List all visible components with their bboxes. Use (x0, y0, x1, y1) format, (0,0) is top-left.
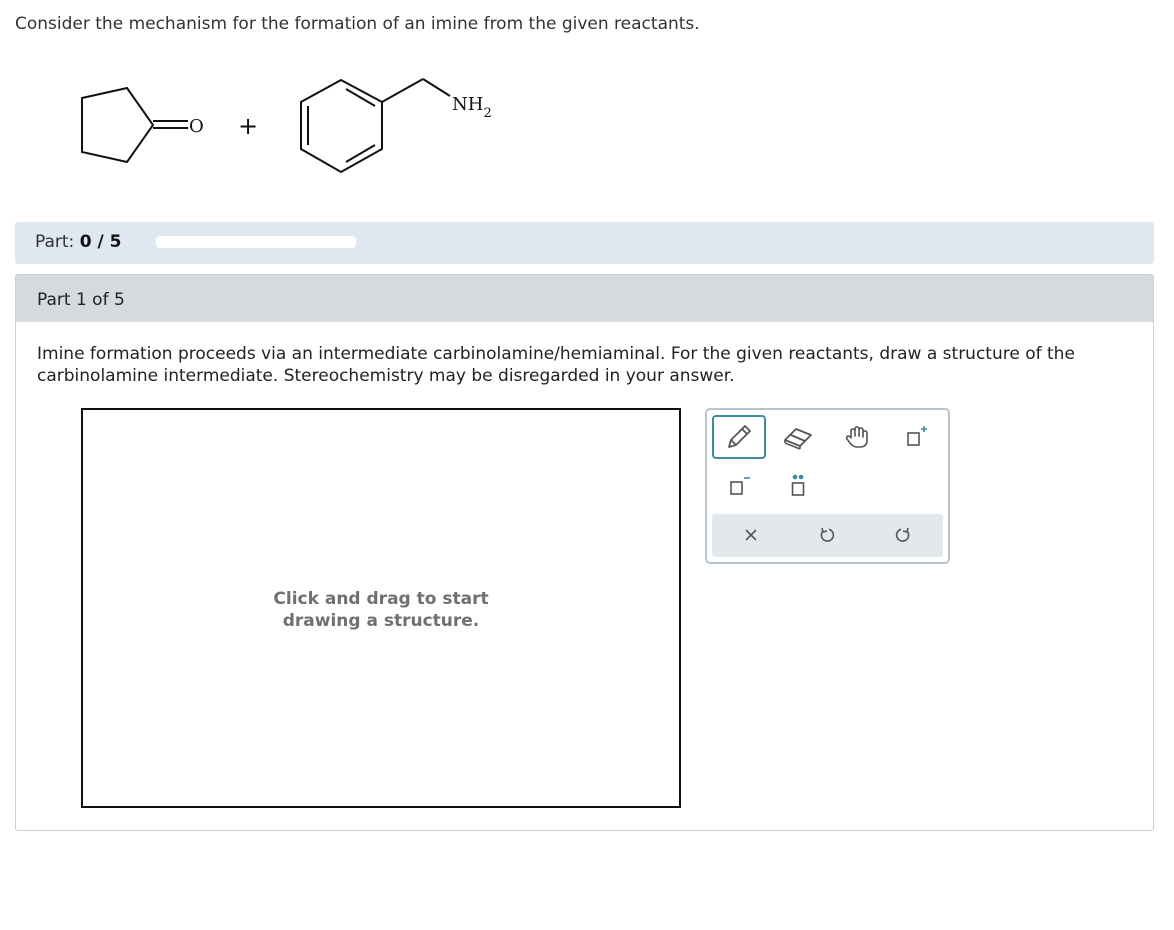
canvas-hint (83, 588, 679, 632)
part-progress-bar (15, 222, 1154, 264)
progress-prefix: Part: (35, 232, 75, 252)
part-header (16, 275, 1153, 322)
progress-track (156, 236, 356, 248)
eraser-tool-button[interactable] (773, 417, 823, 457)
ketone-oxygen-label: O (189, 116, 204, 137)
part-panel (15, 274, 1154, 831)
toolbar-action-row (712, 514, 943, 557)
pencil-tool-button[interactable] (712, 415, 766, 459)
pencil-icon (724, 422, 754, 452)
part-title: Part 1 of 5 (37, 290, 125, 310)
positive-charge-tool-button[interactable] (891, 417, 941, 457)
canvas-hint-line-1: Click and drag to start (273, 589, 489, 609)
undo-button[interactable] (802, 515, 852, 555)
progress-value: 0 / 5 (79, 232, 122, 252)
redo-button[interactable] (878, 515, 928, 555)
part-instructions: Imine formation proceeds via an intermediate carbinolamine/hemiaminal. For the given reactants, draw a structure of the carbinolamine intermediate. Stereochemistry may be disregarded in your answer. (37, 344, 1075, 386)
redo-icon (894, 526, 912, 544)
clear-button[interactable] (726, 515, 776, 555)
plus-sign: + (238, 112, 259, 140)
clear-icon (743, 527, 759, 543)
drawing-canvas[interactable] (81, 408, 681, 808)
cyclopentanone-ring (82, 88, 153, 162)
lone-pair-icon (785, 472, 811, 500)
drawing-toolbar (705, 408, 950, 564)
question-text: Consider the mechanism for the formation of an imine from the given reactants. (15, 14, 700, 34)
benzene-ring (301, 80, 382, 172)
reactants-figure (70, 70, 520, 180)
lone-pair-tool-button[interactable] (773, 466, 823, 506)
hand-tool-button[interactable] (832, 417, 882, 457)
negative-charge-icon (723, 473, 751, 499)
canvas-hint-line-2: drawing a structure. (282, 611, 480, 631)
negative-charge-tool-button[interactable] (712, 466, 762, 506)
positive-charge-icon (902, 424, 930, 450)
eraser-icon (782, 424, 814, 450)
undo-icon (818, 526, 836, 544)
hand-icon (844, 424, 870, 450)
progress-label (35, 232, 121, 252)
amine-nitrogen-label: $NH_2$ (452, 94, 492, 121)
